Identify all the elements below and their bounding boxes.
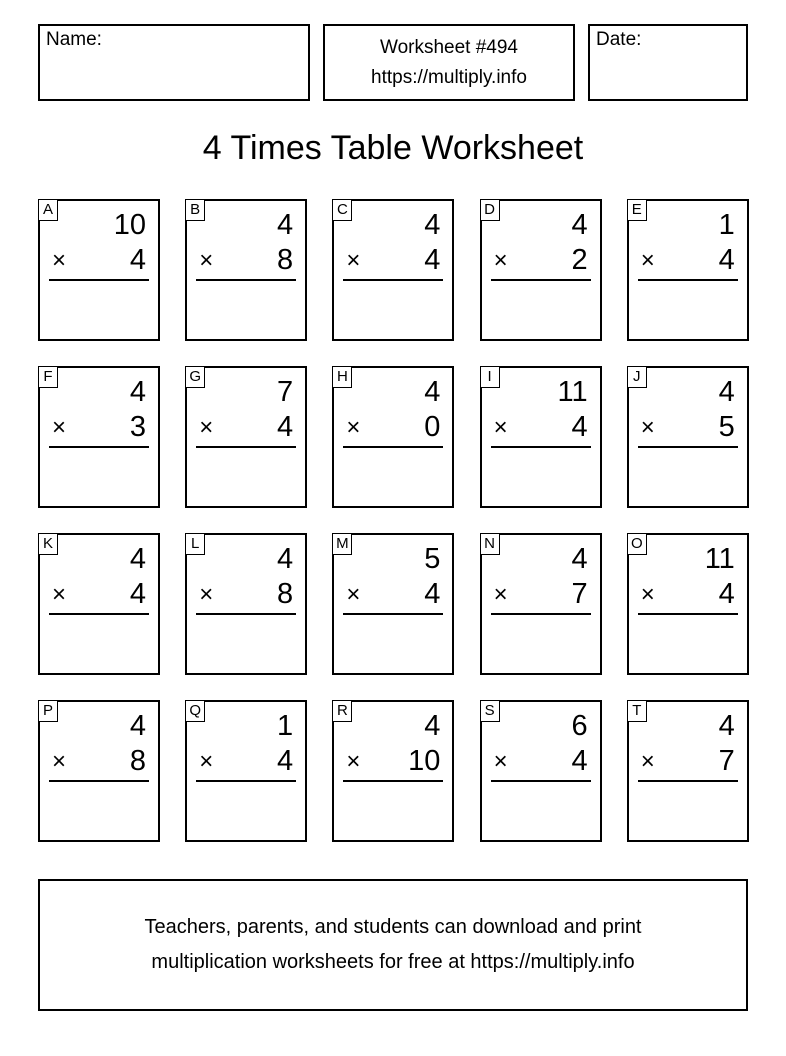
date-label: Date: bbox=[596, 29, 642, 50]
answer-area[interactable] bbox=[196, 619, 296, 667]
times-sign: × bbox=[346, 414, 361, 441]
problem-letter: G bbox=[185, 366, 205, 388]
problem-letter: B bbox=[185, 199, 205, 221]
multiplier: 4 bbox=[277, 745, 294, 777]
multiplicand: 4 bbox=[718, 376, 735, 408]
times-sign: × bbox=[640, 748, 655, 775]
page-title: 4 Times Table Worksheet bbox=[202, 129, 584, 167]
answer-rule bbox=[491, 780, 591, 782]
answer-rule bbox=[343, 446, 443, 448]
multiplicand: 5 bbox=[424, 543, 441, 575]
answer-area[interactable] bbox=[491, 285, 591, 333]
answer-area[interactable] bbox=[638, 786, 738, 834]
answer-area[interactable] bbox=[196, 452, 296, 500]
answer-rule bbox=[491, 279, 591, 281]
times-sign: × bbox=[493, 414, 508, 441]
answer-rule bbox=[491, 446, 591, 448]
answer-area[interactable] bbox=[638, 452, 738, 500]
times-sign: × bbox=[52, 748, 67, 775]
times-sign: × bbox=[199, 581, 214, 608]
problem-letter: H bbox=[332, 366, 352, 388]
name-label: Name: bbox=[46, 29, 102, 50]
problem-letter: F bbox=[38, 366, 58, 388]
times-sign: × bbox=[640, 581, 655, 608]
multiplicand: 4 bbox=[129, 376, 146, 408]
times-sign: × bbox=[52, 414, 67, 441]
problem-card bbox=[38, 700, 160, 842]
multiplicand: 6 bbox=[571, 710, 588, 742]
multiplicand: 1 bbox=[277, 710, 294, 742]
problem-card bbox=[627, 700, 749, 842]
problem-card bbox=[38, 533, 160, 675]
answer-area[interactable] bbox=[196, 285, 296, 333]
worksheet-number: Worksheet #494 bbox=[379, 36, 518, 58]
footer-note bbox=[38, 879, 748, 1011]
footer-line-1: Teachers, parents, and students can download and print bbox=[144, 916, 642, 938]
problem-card bbox=[480, 700, 602, 842]
multiplicand: 10 bbox=[113, 209, 146, 241]
problem-letter: C bbox=[332, 199, 352, 221]
problem-card bbox=[332, 199, 454, 341]
problem-letter: R bbox=[332, 700, 352, 722]
problem-letter: A bbox=[38, 199, 58, 221]
problem-letter: M bbox=[332, 533, 352, 555]
answer-area[interactable] bbox=[638, 285, 738, 333]
answer-rule bbox=[49, 613, 149, 615]
multiplicand: 4 bbox=[571, 209, 588, 241]
problem-letter: J bbox=[627, 366, 647, 388]
answer-rule bbox=[638, 780, 738, 782]
worksheet-info-box bbox=[323, 24, 575, 101]
answer-area[interactable] bbox=[491, 619, 591, 667]
multiplier: 8 bbox=[277, 578, 294, 610]
answer-rule bbox=[491, 613, 591, 615]
problem-letter: S bbox=[480, 700, 500, 722]
answer-area[interactable] bbox=[343, 452, 443, 500]
times-sign: × bbox=[640, 414, 655, 441]
multiplicand: 11 bbox=[557, 376, 588, 408]
times-sign: × bbox=[199, 748, 214, 775]
multiplier: 4 bbox=[129, 578, 146, 610]
problem-letter: I bbox=[480, 366, 500, 388]
worksheet-url: https://multiply.info bbox=[371, 66, 527, 88]
times-sign: × bbox=[346, 748, 361, 775]
answer-area[interactable] bbox=[343, 619, 443, 667]
times-sign: × bbox=[52, 581, 67, 608]
multiplier: 4 bbox=[718, 578, 735, 610]
answer-area[interactable] bbox=[49, 619, 149, 667]
problem-card bbox=[332, 700, 454, 842]
answer-rule bbox=[343, 613, 443, 615]
multiplicand: 4 bbox=[424, 710, 441, 742]
problem-card bbox=[185, 199, 307, 341]
multiplicand: 4 bbox=[129, 543, 146, 575]
problem-letter: E bbox=[627, 199, 647, 221]
answer-rule bbox=[196, 780, 296, 782]
answer-rule bbox=[638, 279, 738, 281]
problem-letter: L bbox=[185, 533, 205, 555]
multiplier: 8 bbox=[277, 244, 294, 276]
answer-area[interactable] bbox=[491, 452, 591, 500]
multiplicand: 1 bbox=[718, 209, 735, 241]
multiplicand: 4 bbox=[129, 710, 146, 742]
multiplicand: 11 bbox=[704, 543, 735, 575]
multiplicand: 7 bbox=[277, 376, 294, 408]
problem-letter: K bbox=[38, 533, 58, 555]
multiplicand: 4 bbox=[718, 710, 735, 742]
problem-card bbox=[627, 366, 749, 508]
multiplier: 5 bbox=[718, 411, 735, 443]
multiplier: 4 bbox=[424, 578, 441, 610]
problem-letter: T bbox=[627, 700, 647, 722]
problem-card bbox=[627, 533, 749, 675]
multiplier: 4 bbox=[571, 411, 588, 443]
problem-letter: Q bbox=[185, 700, 205, 722]
problem-card bbox=[185, 700, 307, 842]
multiplier: 2 bbox=[571, 244, 588, 276]
problem-card bbox=[480, 533, 602, 675]
answer-area[interactable] bbox=[49, 786, 149, 834]
times-sign: × bbox=[493, 581, 508, 608]
problem-card bbox=[480, 366, 602, 508]
answer-rule bbox=[49, 780, 149, 782]
answer-area[interactable] bbox=[343, 786, 443, 834]
multiplicand: 4 bbox=[424, 376, 441, 408]
problem-letter: P bbox=[38, 700, 58, 722]
problem-card bbox=[480, 199, 602, 341]
date-field[interactable] bbox=[588, 24, 748, 101]
answer-area[interactable] bbox=[638, 619, 738, 667]
problem-card bbox=[332, 366, 454, 508]
times-sign: × bbox=[493, 247, 508, 274]
problem-card bbox=[38, 199, 160, 341]
answer-rule bbox=[49, 446, 149, 448]
problem-card bbox=[38, 366, 160, 508]
problem-card bbox=[185, 366, 307, 508]
multiplier: 0 bbox=[424, 411, 441, 443]
answer-rule bbox=[49, 279, 149, 281]
answer-rule bbox=[638, 613, 738, 615]
multiplier: 4 bbox=[129, 244, 146, 276]
answer-area[interactable] bbox=[49, 285, 149, 333]
multiplier: 7 bbox=[571, 578, 588, 610]
answer-rule bbox=[196, 279, 296, 281]
multiplicand: 4 bbox=[571, 543, 588, 575]
multiplier: 7 bbox=[718, 745, 735, 777]
multiplier: 4 bbox=[424, 244, 441, 276]
multiplicand: 4 bbox=[424, 209, 441, 241]
multiplier: 4 bbox=[571, 745, 588, 777]
times-sign: × bbox=[493, 748, 508, 775]
problem-letter: D bbox=[480, 199, 500, 221]
times-sign: × bbox=[346, 581, 361, 608]
multiplier: 4 bbox=[277, 411, 294, 443]
problem-card bbox=[627, 199, 749, 341]
name-field[interactable] bbox=[38, 24, 310, 101]
answer-rule bbox=[343, 279, 443, 281]
multiplicand: 4 bbox=[277, 209, 294, 241]
multiplier: 4 bbox=[718, 244, 735, 276]
multiplier: 10 bbox=[408, 745, 441, 777]
footer-line-2: multiplication worksheets for free at https://multiply.info bbox=[151, 951, 635, 973]
multiplier: 3 bbox=[129, 411, 146, 443]
answer-rule bbox=[638, 446, 738, 448]
times-sign: × bbox=[199, 414, 214, 441]
times-sign: × bbox=[52, 247, 67, 274]
answer-rule bbox=[196, 446, 296, 448]
multiplicand: 4 bbox=[277, 543, 294, 575]
answer-rule bbox=[196, 613, 296, 615]
problem-letter: O bbox=[627, 533, 647, 555]
multiplier: 8 bbox=[129, 745, 146, 777]
answer-area[interactable] bbox=[196, 786, 296, 834]
times-sign: × bbox=[640, 247, 655, 274]
times-sign: × bbox=[346, 247, 361, 274]
problem-card bbox=[185, 533, 307, 675]
answer-area[interactable] bbox=[491, 786, 591, 834]
times-sign: × bbox=[199, 247, 214, 274]
problem-card bbox=[332, 533, 454, 675]
answer-area[interactable] bbox=[49, 452, 149, 500]
answer-area[interactable] bbox=[343, 285, 443, 333]
problem-letter: N bbox=[480, 533, 500, 555]
answer-rule bbox=[343, 780, 443, 782]
